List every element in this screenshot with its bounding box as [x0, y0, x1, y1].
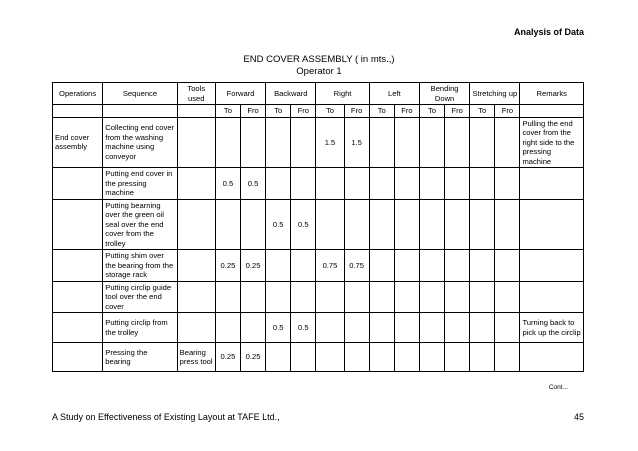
- sub-to: To: [419, 105, 444, 118]
- col-operations: Operations: [53, 83, 103, 105]
- cell-left-fro: [394, 168, 419, 200]
- table-title: [0, 54, 638, 78]
- cell-stretch-to: [470, 343, 495, 372]
- cell-stretch-to: [470, 117, 495, 168]
- cell-right-fro: [344, 168, 369, 200]
- table-row: [53, 281, 584, 313]
- cell-right-to: 0.75: [316, 250, 344, 282]
- cell-remarks: [520, 199, 584, 250]
- cell-operation: [53, 313, 103, 343]
- cell-forward-fro: [241, 117, 266, 168]
- cell-forward-fro: [241, 281, 266, 313]
- sub-fro: Fro: [495, 105, 520, 118]
- title-line-2: Operator 1: [296, 66, 342, 77]
- cell-forward-to: [215, 281, 240, 313]
- sub-to: To: [266, 105, 291, 118]
- col-stretching: Stretching up: [470, 83, 520, 105]
- cell-backward-to: 0.5: [266, 199, 291, 250]
- cell-forward-fro: 0.5: [241, 168, 266, 200]
- cell-tools: [177, 199, 215, 250]
- cell-bending-fro: [445, 343, 470, 372]
- cell-right-to: [316, 168, 344, 200]
- cell-left-to: [369, 117, 394, 168]
- cell-tools: Bearing press tool: [177, 343, 215, 372]
- cell-forward-to: 0.25: [215, 250, 240, 282]
- cell-sequence: Putting end cover in the pressing machine: [103, 168, 177, 200]
- cell-stretch-to: [470, 199, 495, 250]
- cell-backward-to: [266, 343, 291, 372]
- cell-sequence: Putting circlip guide tool over the end cover: [103, 281, 177, 313]
- cell-bending-fro: [445, 313, 470, 343]
- sub-to: To: [470, 105, 495, 118]
- cell-bending-to: [419, 250, 444, 282]
- sub-fro: Fro: [344, 105, 369, 118]
- cell-remarks: [520, 343, 584, 372]
- cell-right-fro: [344, 343, 369, 372]
- cell-sequence: Pressing the bearing: [103, 343, 177, 372]
- cell-stretch-fro: [495, 199, 520, 250]
- page-number: 45: [573, 412, 584, 422]
- col-left: Left: [369, 83, 419, 105]
- col-tools: Tools used: [177, 83, 215, 105]
- cell-left-fro: [394, 250, 419, 282]
- cell-left-to: [369, 168, 394, 200]
- cell-sequence: Putting bearning over the green oil seal over the end cover from the trolley: [103, 199, 177, 250]
- cell-backward-fro: 0.5: [291, 313, 316, 343]
- cell-forward-to: [215, 117, 240, 168]
- cell-right-fro: 0.75: [344, 250, 369, 282]
- table-row: [53, 313, 584, 343]
- cell-forward-to: 0.5: [215, 168, 240, 200]
- sub-to: To: [369, 105, 394, 118]
- cell-sequence: Putting shim over the bearing from the storage rack: [103, 250, 177, 282]
- col-remarks: Remarks: [520, 83, 584, 105]
- continued-label: Cont...: [548, 384, 568, 391]
- cell-left-to: [369, 343, 394, 372]
- sub-fro: Fro: [241, 105, 266, 118]
- cell-left-to: [369, 313, 394, 343]
- cell-sequence: Collecting end cover from the washing machine using conveyor: [103, 117, 177, 168]
- cell-left-fro: [394, 343, 419, 372]
- col-forward: Forward: [215, 83, 265, 105]
- cell-backward-to: [266, 250, 291, 282]
- table-row: [53, 199, 584, 250]
- cell-stretch-fro: [495, 313, 520, 343]
- cell-bending-fro: [445, 199, 470, 250]
- cell-bending-fro: [445, 117, 470, 168]
- cell-forward-fro: [241, 313, 266, 343]
- section-header: Analysis of Data: [513, 27, 584, 37]
- cell-backward-to: [266, 168, 291, 200]
- cell-right-fro: [344, 281, 369, 313]
- cell-backward-fro: [291, 168, 316, 200]
- cell-stretch-to: [470, 281, 495, 313]
- cell-tools: [177, 117, 215, 168]
- cell-bending-to: [419, 313, 444, 343]
- cell-backward-fro: [291, 281, 316, 313]
- cell-right-to: [316, 199, 344, 250]
- col-sequence: Sequence: [103, 83, 177, 105]
- cell-backward-to: [266, 117, 291, 168]
- cell-right-to: 1.5: [316, 117, 344, 168]
- cell-right-fro: [344, 313, 369, 343]
- cell-remarks: Turning back to pick up the circlip: [520, 313, 584, 343]
- cell-left-to: [369, 281, 394, 313]
- cell-stretch-fro: [495, 281, 520, 313]
- sub-fro: Fro: [394, 105, 419, 118]
- cell-bending-to: [419, 117, 444, 168]
- cell-tools: [177, 313, 215, 343]
- table-row: [53, 343, 584, 372]
- cell-operation: [53, 168, 103, 200]
- col-backward: Backward: [266, 83, 316, 105]
- cell-right-to: [316, 343, 344, 372]
- cell-sequence: Putting circlip from the trolley: [103, 313, 177, 343]
- table-row: [53, 250, 584, 282]
- cell-tools: [177, 168, 215, 200]
- cell-backward-fro: [291, 117, 316, 168]
- table-row: [53, 168, 584, 200]
- cell-backward-fro: [291, 250, 316, 282]
- cell-bending-to: [419, 199, 444, 250]
- cell-operation: [53, 250, 103, 282]
- cell-remarks: Pulling the end cover from the right side to the pressing machine: [520, 117, 584, 168]
- cell-bending-fro: [445, 281, 470, 313]
- cell-backward-fro: [291, 343, 316, 372]
- cell-operation: [53, 281, 103, 313]
- title-line-1: END COVER ASSEMBLY ( in mts.,): [243, 54, 395, 65]
- cell-bending-fro: [445, 168, 470, 200]
- cell-right-fro: 1.5: [344, 117, 369, 168]
- cell-forward-to: 0.25: [215, 343, 240, 372]
- cell-stretch-to: [470, 250, 495, 282]
- cell-left-to: [369, 250, 394, 282]
- cell-bending-to: [419, 281, 444, 313]
- cell-bending-fro: [445, 250, 470, 282]
- cell-tools: [177, 281, 215, 313]
- cell-stretch-to: [470, 313, 495, 343]
- cell-bending-to: [419, 343, 444, 372]
- cell-left-fro: [394, 281, 419, 313]
- cell-backward-to: [266, 281, 291, 313]
- table-row: [53, 117, 584, 168]
- cell-forward-fro: 0.25: [241, 250, 266, 282]
- cell-stretch-to: [470, 168, 495, 200]
- motion-table: [52, 82, 584, 372]
- cell-forward-fro: [241, 199, 266, 250]
- cell-remarks: [520, 168, 584, 200]
- cell-left-to: [369, 199, 394, 250]
- cell-stretch-fro: [495, 343, 520, 372]
- cell-bending-to: [419, 168, 444, 200]
- sub-fro: Fro: [291, 105, 316, 118]
- col-bending: Bending Down: [419, 83, 469, 105]
- cell-left-fro: [394, 199, 419, 250]
- cell-forward-to: [215, 199, 240, 250]
- cell-left-fro: [394, 313, 419, 343]
- cell-forward-to: [215, 313, 240, 343]
- cell-right-to: [316, 313, 344, 343]
- cell-backward-fro: 0.5: [291, 199, 316, 250]
- sub-to: To: [316, 105, 344, 118]
- cell-stretch-fro: [495, 168, 520, 200]
- cell-right-fro: [344, 199, 369, 250]
- cell-stretch-fro: [495, 117, 520, 168]
- cell-operation: [53, 343, 103, 372]
- cell-tools: [177, 250, 215, 282]
- cell-remarks: [520, 281, 584, 313]
- cell-stretch-fro: [495, 250, 520, 282]
- sub-to: To: [215, 105, 240, 118]
- cell-backward-to: 0.5: [266, 313, 291, 343]
- cell-remarks: [520, 250, 584, 282]
- col-right: Right: [316, 83, 369, 105]
- sub-fro: Fro: [445, 105, 470, 118]
- footer-text: A Study on Effectiveness of Existing Layout at TAFE Ltd.,: [52, 412, 280, 422]
- cell-operation: [53, 199, 103, 250]
- cell-right-to: [316, 281, 344, 313]
- cell-forward-fro: 0.25: [241, 343, 266, 372]
- cell-operation: End cover assembly: [53, 117, 103, 168]
- cell-left-fro: [394, 117, 419, 168]
